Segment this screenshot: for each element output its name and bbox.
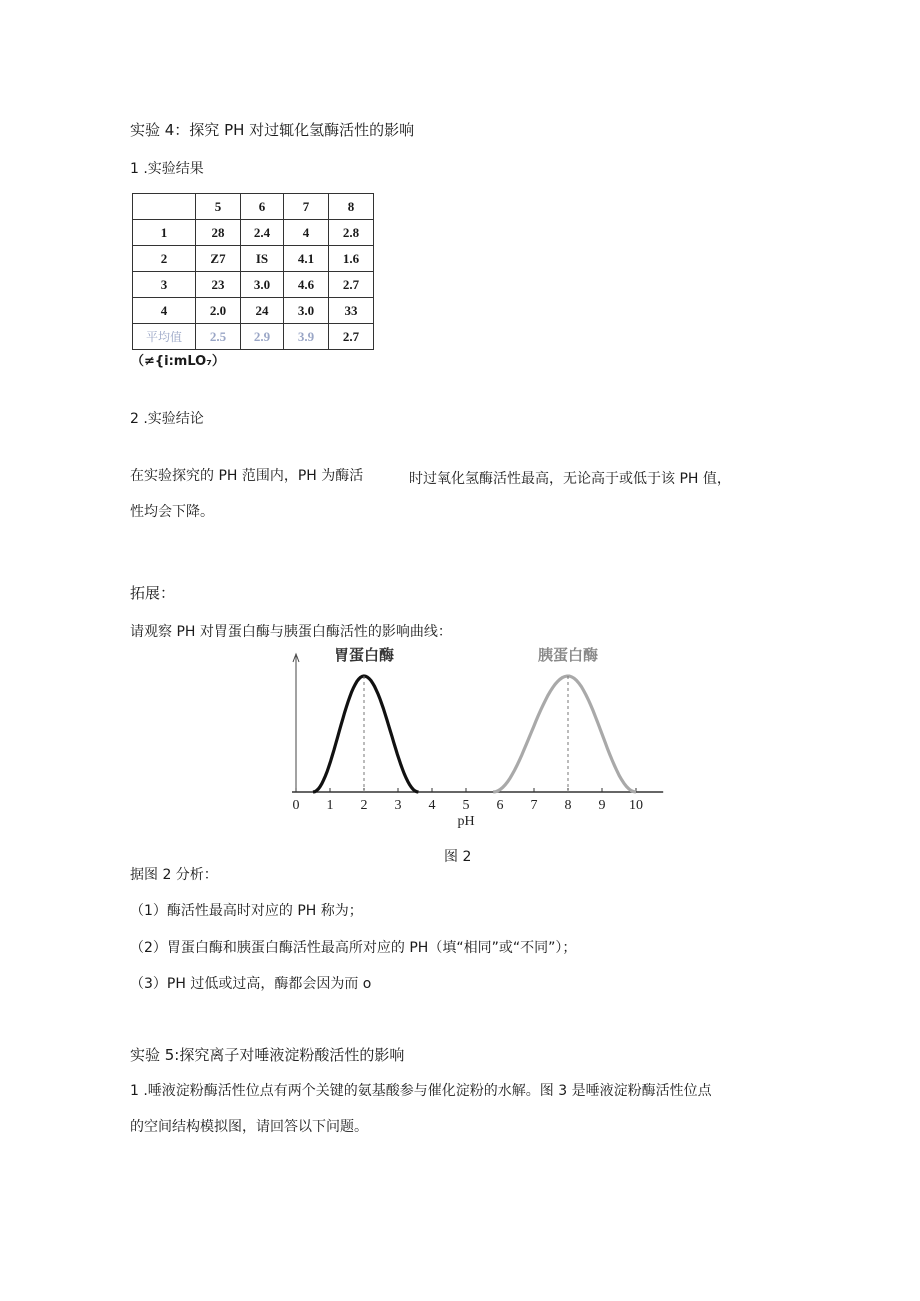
table-cell: 1.6 [329, 246, 374, 272]
exp4-section2: 2 .实验结论 [130, 411, 204, 427]
table-cell: 3.0 [284, 298, 329, 324]
table-cell: 8 [329, 194, 374, 220]
x-tick-label: 4 [428, 798, 436, 813]
table-cell: 2.0 [196, 298, 241, 324]
figure-caption: 图 2 [444, 849, 472, 865]
table-cell: 4.6 [284, 272, 329, 298]
table-cell: 24 [241, 298, 284, 324]
table-row [133, 298, 374, 324]
x-tick-label: 1 [326, 798, 334, 813]
table-cell: 4.1 [284, 246, 329, 272]
x-tick-label: 6 [496, 798, 504, 813]
table-cell: IS [241, 246, 284, 272]
result-table [132, 193, 374, 350]
table-cell: 2.9 [241, 324, 284, 350]
chart-marks [292, 646, 663, 829]
table-cell: 3 [133, 272, 196, 298]
conclusion-part-a: 在实验探究的 PH 范围内，PH 为酶活 [130, 468, 364, 484]
table-cell: Z7 [196, 246, 241, 272]
x-tick-label: 2 [360, 798, 368, 813]
x-axis-label: pH [457, 814, 475, 829]
table-cell: 23 [196, 272, 241, 298]
analysis-question-2: （2）胃蛋白酶和胰蛋白酶活性最高所对应的 PH（填“相同”或“不同”）； [130, 940, 577, 956]
series-label: 胰蛋白酶 [537, 648, 599, 664]
table-cell: 28 [196, 220, 241, 246]
conclusion-part-b: 时过氧化氢酶活性最高，无论高于或低于该 PH 值， [409, 471, 731, 487]
table-cell: 7 [284, 194, 329, 220]
table-row-average [133, 324, 374, 350]
table-cell: 4 [133, 298, 196, 324]
table-cell: 3.0 [241, 272, 284, 298]
table-cell [133, 194, 196, 220]
table-cell: 平均值 [133, 324, 196, 350]
series-label: 胃蛋白酶 [333, 648, 395, 664]
series-curve-1 [313, 676, 418, 792]
exp4-section1: 1 .实验结果 [130, 161, 204, 177]
table-row [133, 246, 374, 272]
table-cell: 5 [196, 194, 241, 220]
ph-activity-chart [262, 642, 672, 832]
table-cell: 2.8 [329, 220, 374, 246]
table-cell: 2.7 [329, 324, 374, 350]
exp4-title: 实验 4：探究 PH 对过辄化氢酶活性的影响 [130, 121, 415, 139]
table-cell: 2.7 [329, 272, 374, 298]
analysis-lead: 据图 2 分析： [130, 867, 218, 883]
conclusion-part-c: 性均会下降。 [130, 504, 214, 520]
x-tick-label: 7 [530, 798, 538, 813]
table-header-row [133, 194, 374, 220]
x-tick-label: 0 [292, 798, 300, 813]
exp5-paragraph-line-2: 的空间结构模拟图，请回答以下问题。 [130, 1119, 368, 1135]
table-cell: 2 [133, 246, 196, 272]
table-cell: 33 [329, 298, 374, 324]
table-row [133, 220, 374, 246]
table-cell: 2.4 [241, 220, 284, 246]
table-cell: 6 [241, 194, 284, 220]
x-tick-label: 3 [394, 798, 402, 813]
table-row [133, 272, 374, 298]
x-tick-label: 5 [462, 798, 470, 813]
extension-intro: 请观察 PH 对胃蛋白酶与胰蛋白酶活性的影响曲线： [130, 624, 452, 640]
table-cell: 4 [284, 220, 329, 246]
exp5-paragraph-line-1: 1 .唾液淀粉酶活性位点有两个关键的氨基酸参与催化淀粉的水解。图 3 是唾液淀粉酶活性位点 [130, 1083, 712, 1099]
x-tick-label: 10 [629, 798, 643, 813]
x-tick-label: 9 [598, 798, 606, 813]
exp5-title: 实验 5:探究离子对唾液淀粉酸活性的影响 [130, 1046, 405, 1064]
table-cell: 1 [133, 220, 196, 246]
analysis-question-1: （1）酶活性最高时对应的 PH 称为； [130, 903, 363, 919]
table-unit: （≠{i:mLO₇） [131, 354, 225, 369]
series-curve-2 [493, 676, 636, 792]
x-tick-label: 8 [564, 798, 572, 813]
table-cell: 2.5 [196, 324, 241, 350]
analysis-question-3: （3）PH 过低或过高，酶都会因为而 o [130, 976, 372, 992]
table-cell: 3.9 [284, 324, 329, 350]
extension-title: 拓展： [130, 584, 176, 602]
